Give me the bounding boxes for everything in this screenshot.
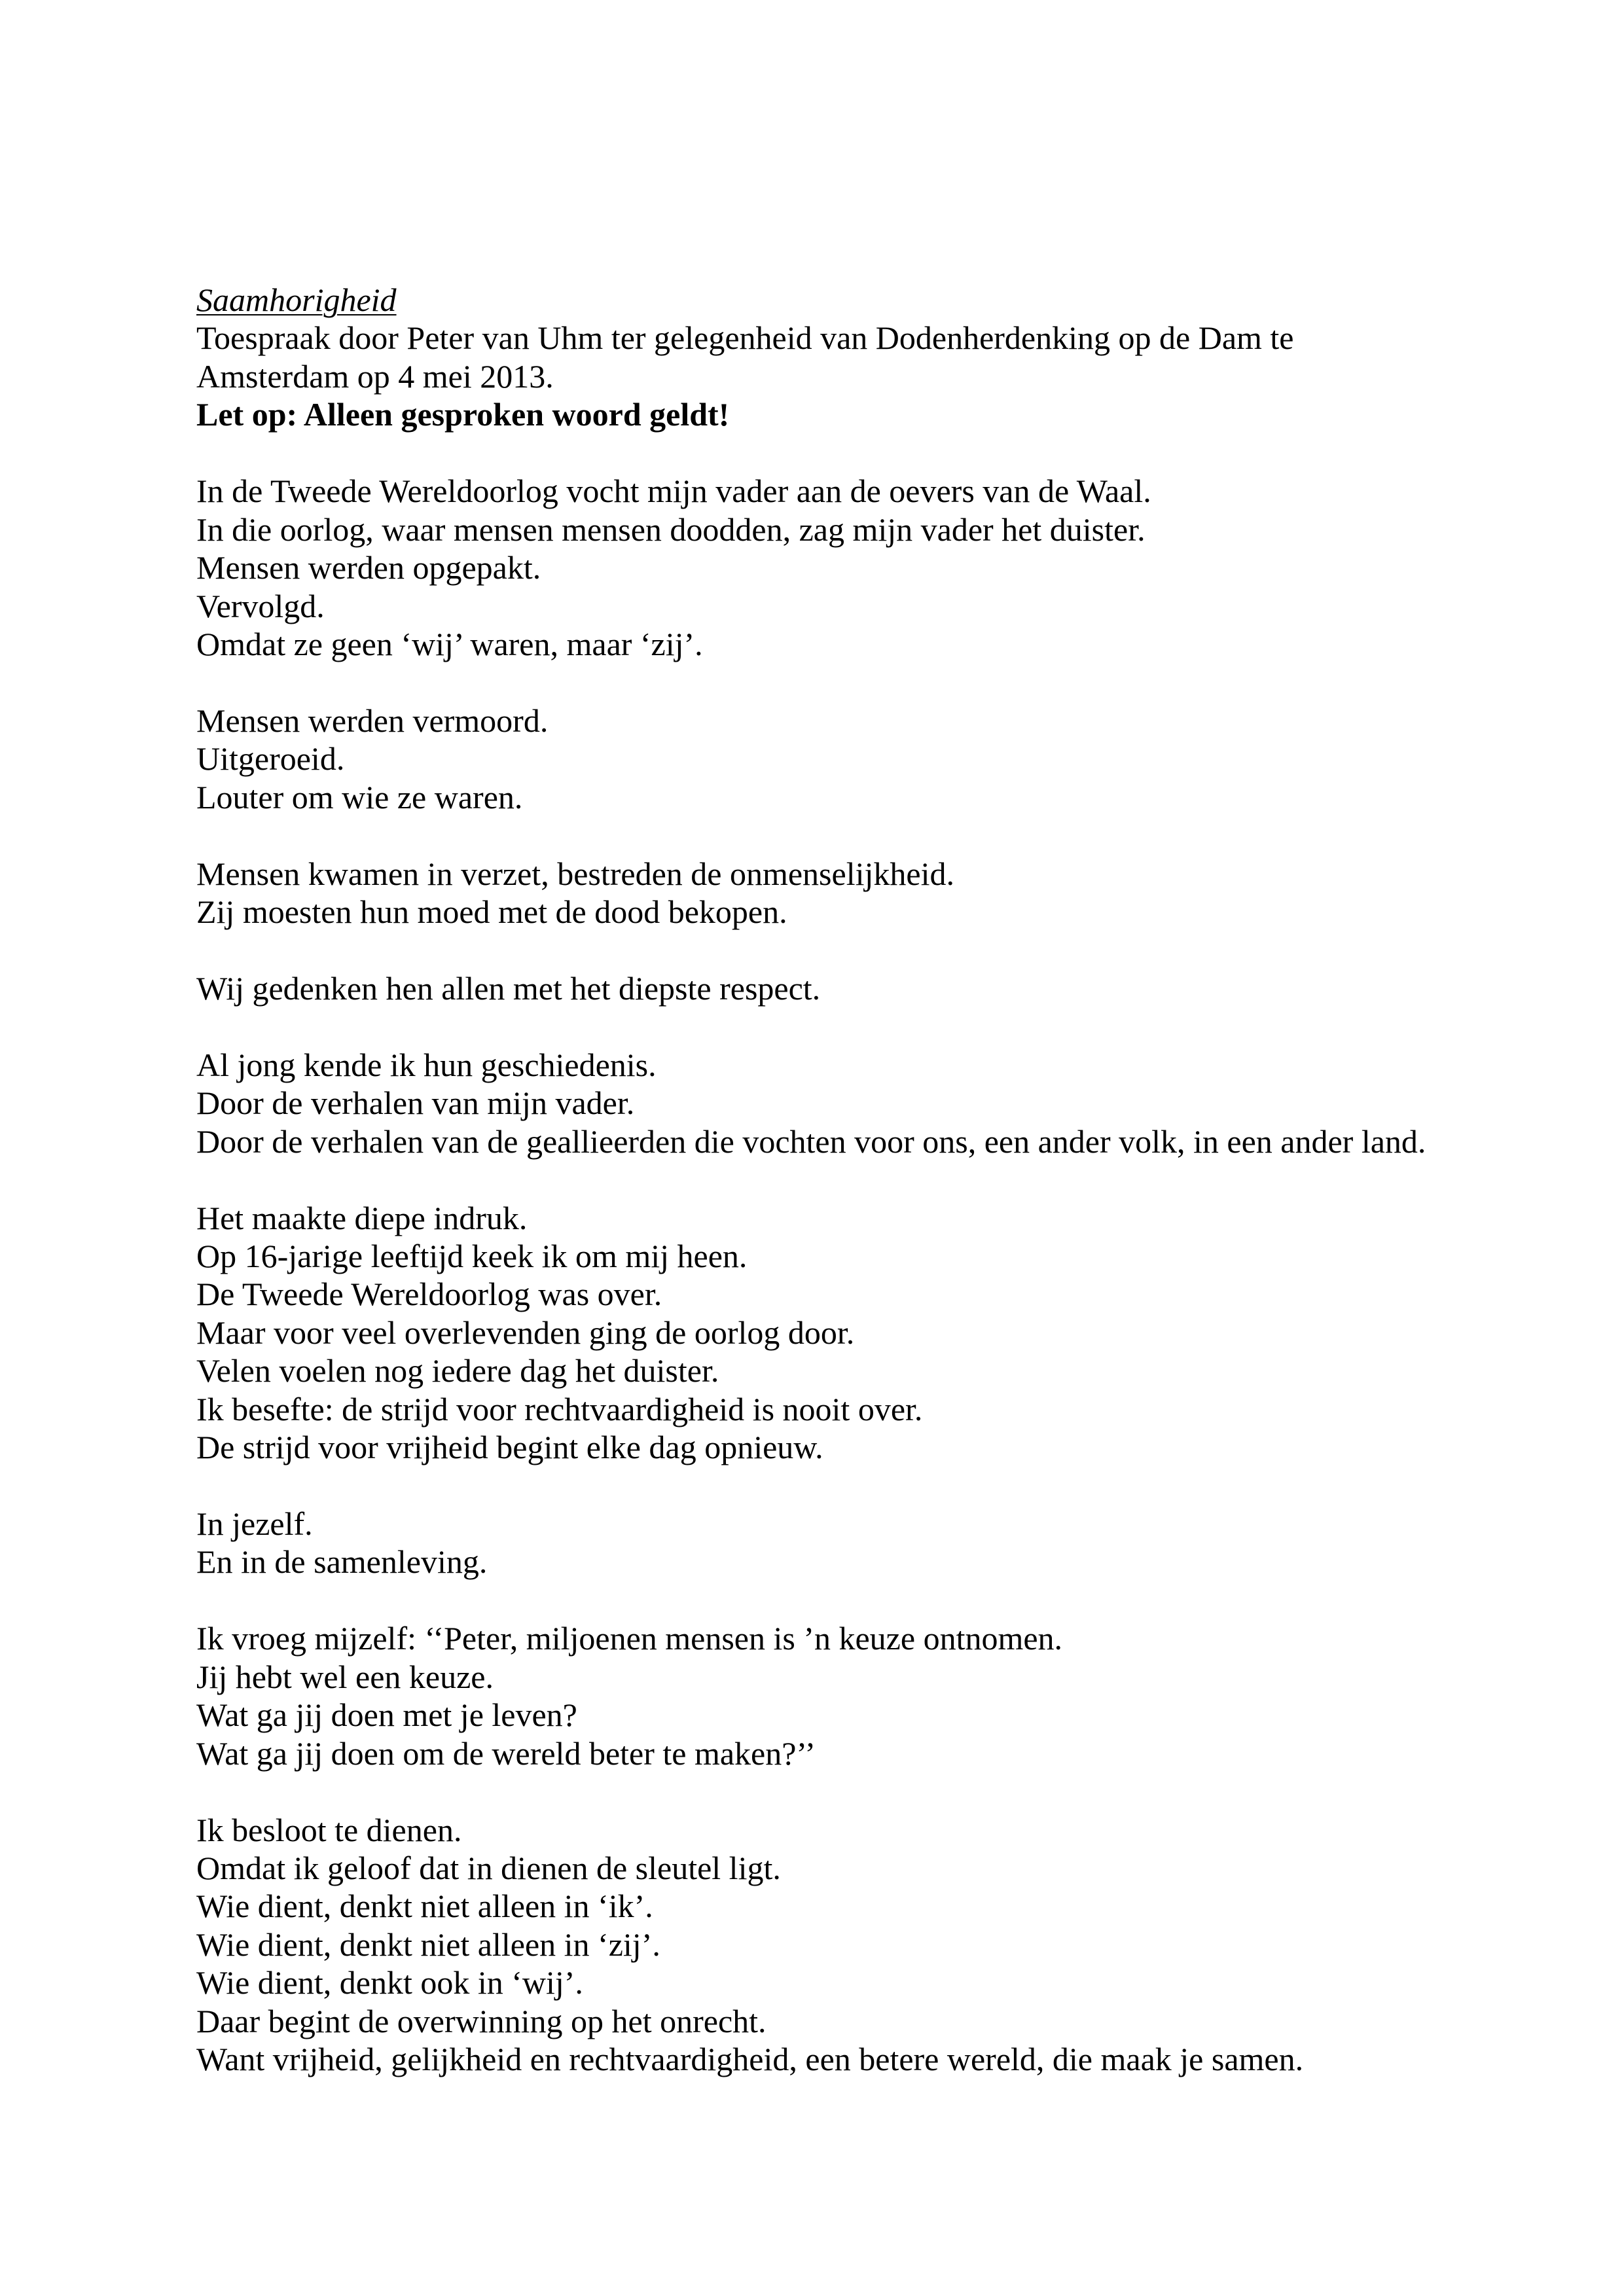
text-line: Al jong kende ik hun geschiedenis. (196, 1046, 657, 1083)
text-line: Wat ga jij doen om de wereld beter te maken?’’ (196, 1734, 816, 1772)
paragraph (196, 472, 1440, 663)
document-page (196, 281, 1440, 2117)
paragraph (196, 1811, 1440, 2079)
notice-text: Let op: Alleen gesproken woord geldt! (196, 396, 730, 433)
text-line: In die oorlog, waar mensen mensen doodden, zag mijn vader het duister. (196, 511, 1146, 548)
text-line: Ik vroeg mijzelf: ‘‘Peter, miljoenen mensen is ’n keuze ontnomen. (196, 1620, 1063, 1657)
text-line: Wij gedenken hen allen met het diepste respect. (196, 969, 821, 1007)
text-line: Ik besloot te dienen. (196, 1811, 462, 1848)
paragraph (196, 1046, 1440, 1160)
text-line: Want vrijheid, gelijkheid en rechtvaardigheid, een betere wereld, die maak je samen. (196, 2041, 1304, 2078)
text-line: Maar voor veel overlevenden ging de oorlog door. (196, 1314, 855, 1351)
text-line: Louter om wie ze waren. (196, 778, 523, 816)
text-line: Mensen werden opgepakt. (196, 549, 541, 586)
text-line: In jezelf. (196, 1505, 313, 1542)
paragraph (196, 702, 1440, 816)
text-line: Op 16-jarige leeftijd keek ik om mij heen. (196, 1237, 748, 1274)
text-line: Omdat ze geen ‘wij’ waren, maar ‘zij’. (196, 625, 703, 662)
text-line: Mensen kwamen in verzet, bestreden de onmenselijkheid. (196, 855, 954, 892)
text-line: Door de verhalen van de geallieerden die vochten voor ons, een ander volk, in een ander land. (196, 1122, 1426, 1160)
text-line: Velen voelen nog iedere dag het duister. (196, 1352, 719, 1390)
paragraph (196, 1505, 1440, 1581)
paragraph (196, 969, 1440, 1007)
text-line: Mensen werden vermoord. (196, 702, 549, 739)
text-line: Zij moesten hun moed met de dood bekopen. (196, 893, 787, 930)
text-line: Daar begint de overwinning op het onrecht. (196, 2002, 767, 2039)
text-line: Wat ga jij doen met je leven? (196, 1696, 577, 1734)
text-line: Wie dient, denkt niet alleen in ‘ik’. (196, 1888, 653, 1925)
paragraph (196, 855, 1440, 931)
document-header (196, 281, 1440, 434)
text-line: Door de verhalen van mijn vader. (196, 1085, 635, 1122)
paragraph (196, 1199, 1440, 1467)
text-line: Uitgeroeid. (196, 740, 345, 778)
document-title: Saamhorigheid (196, 281, 397, 318)
text-line: Omdat ik geloof dat in dienen de sleutel ligt. (196, 1849, 781, 1886)
text-line: Vervolgd. (196, 587, 325, 624)
text-line: Wie dient, denkt ook in ‘wij’. (196, 1964, 583, 2001)
text-line: En in de samenleving. (196, 1543, 488, 1581)
text-line: De strijd voor vrijheid begint elke dag opnieuw. (196, 1429, 823, 1466)
text-line: Jij hebt wel een keuze. (196, 1658, 494, 1695)
text-line: Wie dient, denkt niet alleen in ‘zij’. (196, 1926, 660, 1963)
text-line: De Tweede Wereldoorlog was over. (196, 1276, 662, 1313)
text-line: Het maakte diepe indruk. (196, 1199, 528, 1236)
text-line: In de Tweede Wereldoorlog vocht mijn vader aan de oevers van de Waal. (196, 473, 1151, 510)
text-line: Ik besefte: de strijd voor rechtvaardigheid is nooit over. (196, 1390, 923, 1427)
paragraph (196, 1619, 1440, 1772)
document-subtitle: Toespraak door Peter van Uhm ter gelegenheid van Dodenherdenking op de Dam te Amsterdam op 4 mei 2013. (196, 319, 1294, 395)
